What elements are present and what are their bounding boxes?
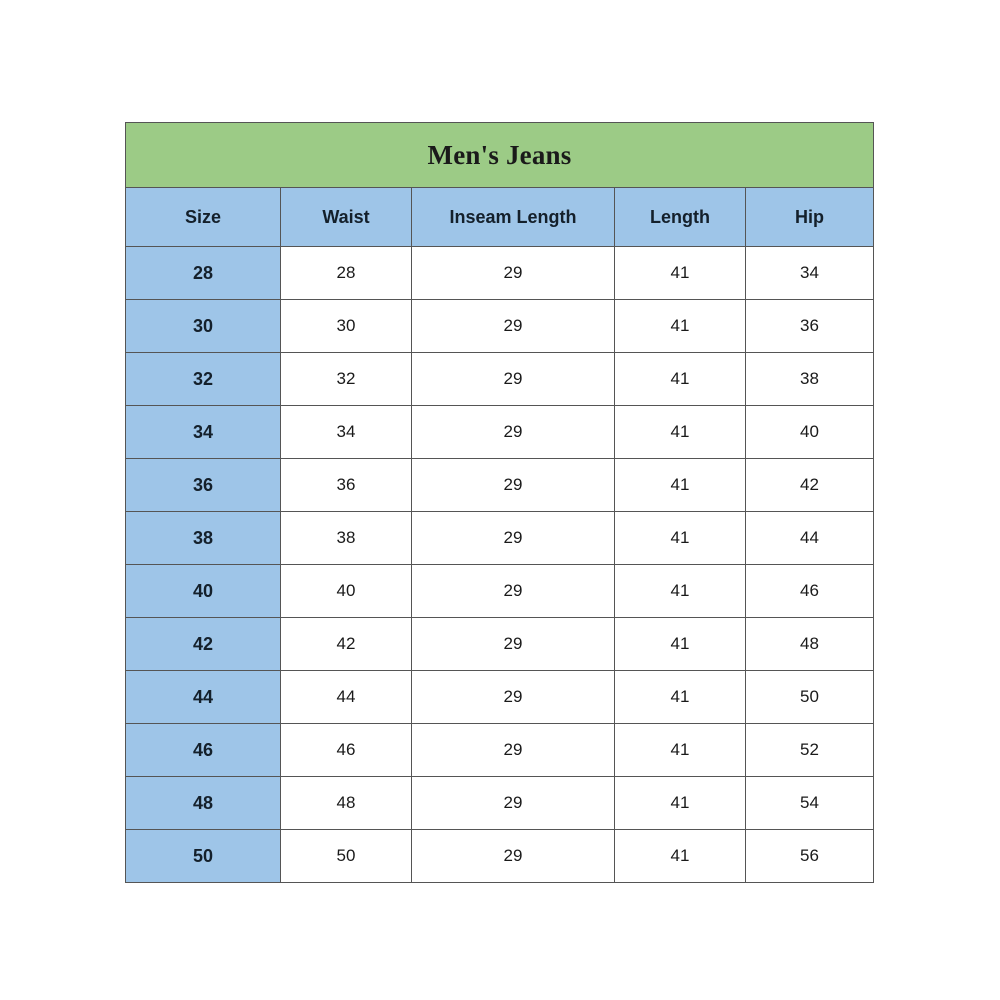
cell-inseam-length: 29 xyxy=(412,618,615,671)
row-header-size: 46 xyxy=(126,724,281,777)
cell-waist: 28 xyxy=(281,247,412,300)
cell-waist: 46 xyxy=(281,724,412,777)
row-header-size: 42 xyxy=(126,618,281,671)
cell-hip: 46 xyxy=(746,565,874,618)
cell-hip: 56 xyxy=(746,830,874,883)
column-header-hip: Hip xyxy=(746,188,874,247)
column-header-inseam-length: Inseam Length xyxy=(412,188,615,247)
cell-inseam-length: 29 xyxy=(412,459,615,512)
cell-hip: 50 xyxy=(746,671,874,724)
table-row xyxy=(126,618,874,671)
cell-hip: 52 xyxy=(746,724,874,777)
table-row xyxy=(126,830,874,883)
column-header-waist: Waist xyxy=(281,188,412,247)
cell-waist: 36 xyxy=(281,459,412,512)
cell-waist: 38 xyxy=(281,512,412,565)
page-title: Men's Jeans xyxy=(126,123,874,188)
cell-length: 41 xyxy=(615,830,746,883)
cell-waist: 30 xyxy=(281,300,412,353)
cell-inseam-length: 29 xyxy=(412,724,615,777)
row-header-size: 40 xyxy=(126,565,281,618)
cell-inseam-length: 29 xyxy=(412,300,615,353)
cell-hip: 34 xyxy=(746,247,874,300)
cell-waist: 42 xyxy=(281,618,412,671)
cell-length: 41 xyxy=(615,777,746,830)
cell-length: 41 xyxy=(615,459,746,512)
table-row xyxy=(126,512,874,565)
table-row xyxy=(126,671,874,724)
table-row xyxy=(126,353,874,406)
row-header-size: 34 xyxy=(126,406,281,459)
size-chart-body xyxy=(126,123,874,883)
cell-hip: 44 xyxy=(746,512,874,565)
cell-inseam-length: 29 xyxy=(412,247,615,300)
cell-waist: 40 xyxy=(281,565,412,618)
row-header-size: 44 xyxy=(126,671,281,724)
cell-length: 41 xyxy=(615,671,746,724)
cell-inseam-length: 29 xyxy=(412,777,615,830)
row-header-size: 30 xyxy=(126,300,281,353)
table-row xyxy=(126,724,874,777)
cell-length: 41 xyxy=(615,247,746,300)
table-row xyxy=(126,565,874,618)
row-header-size: 28 xyxy=(126,247,281,300)
cell-waist: 44 xyxy=(281,671,412,724)
cell-hip: 48 xyxy=(746,618,874,671)
table-row xyxy=(126,459,874,512)
table-row xyxy=(126,777,874,830)
cell-inseam-length: 29 xyxy=(412,671,615,724)
cell-waist: 34 xyxy=(281,406,412,459)
size-chart-container xyxy=(125,122,873,883)
cell-hip: 54 xyxy=(746,777,874,830)
cell-hip: 40 xyxy=(746,406,874,459)
table-row xyxy=(126,300,874,353)
cell-inseam-length: 29 xyxy=(412,406,615,459)
cell-waist: 32 xyxy=(281,353,412,406)
cell-waist: 48 xyxy=(281,777,412,830)
cell-inseam-length: 29 xyxy=(412,353,615,406)
cell-length: 41 xyxy=(615,618,746,671)
title-row xyxy=(126,123,874,188)
row-header-size: 36 xyxy=(126,459,281,512)
cell-length: 41 xyxy=(615,406,746,459)
column-header-length: Length xyxy=(615,188,746,247)
cell-length: 41 xyxy=(615,565,746,618)
size-chart-table xyxy=(125,122,874,883)
cell-hip: 42 xyxy=(746,459,874,512)
cell-length: 41 xyxy=(615,724,746,777)
cell-waist: 50 xyxy=(281,830,412,883)
row-header-size: 32 xyxy=(126,353,281,406)
table-row xyxy=(126,247,874,300)
column-header-size: Size xyxy=(126,188,281,247)
cell-inseam-length: 29 xyxy=(412,830,615,883)
cell-length: 41 xyxy=(615,353,746,406)
cell-inseam-length: 29 xyxy=(412,512,615,565)
cell-inseam-length: 29 xyxy=(412,565,615,618)
cell-length: 41 xyxy=(615,300,746,353)
cell-hip: 36 xyxy=(746,300,874,353)
cell-hip: 38 xyxy=(746,353,874,406)
row-header-size: 38 xyxy=(126,512,281,565)
cell-length: 41 xyxy=(615,512,746,565)
header-row xyxy=(126,188,874,247)
table-row xyxy=(126,406,874,459)
row-header-size: 50 xyxy=(126,830,281,883)
row-header-size: 48 xyxy=(126,777,281,830)
